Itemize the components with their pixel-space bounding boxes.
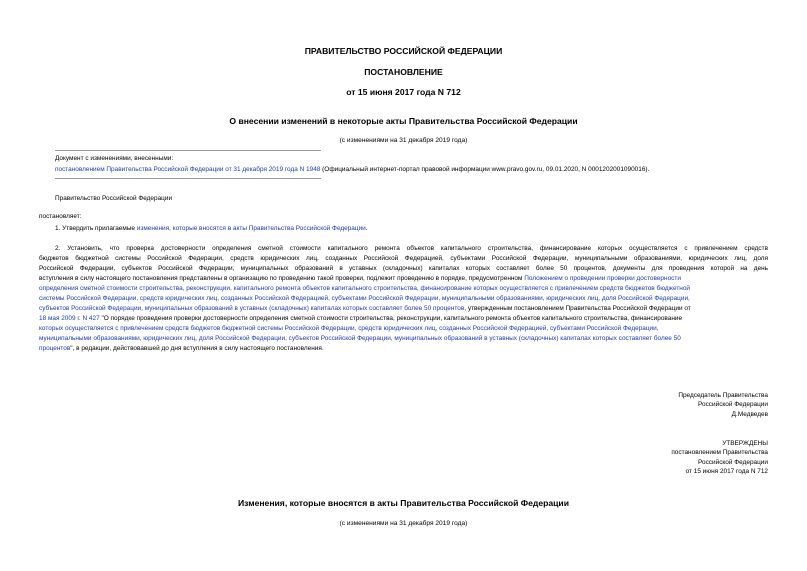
resolution-427-link[interactable]: процентов [39,345,71,352]
regulation-link[interactable]: субъектов Российской Федерации, муниципальных образований в уставных (складочных) капиталах которых составляет более 50 процентов [39,305,465,312]
resolution-427-link[interactable]: которых осуществляется с привлечением средств бюджетов бюджетной системы Российской Федерации, средств юридических лиц, созданных Российской Федерацией, субъектами Российской Федерации, [39,325,659,332]
resolution-427-link[interactable]: муниципальными образованиями, юридических лиц, доля Российской Федерации, субъектов Российской Федерации, муниципальных образований в уставных (складочных) капиталах которых составляет более 50 [39,335,681,342]
signer-country: Российской Федерации [697,401,768,409]
approval-act: постановлением Правительства [671,449,768,457]
item-2-line [39,314,682,323]
separator-top [55,150,321,151]
signer-position: Председатель Правительства [678,392,768,399]
item-2-line: 2. Установить, что проверка достоверности определения сметной стоимости капитального ремонта объектов капитального строительства, финансирование которых осуществляется с привлечением средств [55,245,768,252]
item-2-line: Российской Федерации, субъектов Российской Федерации, муниципальных образований в уставных (складочных) капиталах которых составляет более 50 процентов, документы для проведения которой на день [39,265,768,272]
item-2-text: вступления в силу настоящего постановления представлены в организацию по проведению такой проверки, подлежит проведению в порядке, предусмотренном [39,275,525,282]
item-2-text: "О порядке проведения проверки достоверности определения сметной стоимости строительства, реконструкции, капитального ремонта объектов капитального строительства, финансирование [99,315,683,322]
government-name: ПРАВИТЕЛЬСТВО РОССИЙСКОЙ ФЕДЕРАЦИИ [304,46,503,56]
signature-block [678,391,768,419]
approval-date: от 15 июня 2017 года N 712 [685,468,768,476]
signer-name: Д.Медведев [731,410,768,418]
item-2-line: бюджетов бюджетной системы Российской Федерации, средств юридических лиц, созданных Российской Федерацией, субъектами Российской Федерации, муниципальными образованиями, юридических лиц, доля [39,255,768,262]
document-date-number: от 15 июня 2017 года N 712 [346,87,461,97]
changes-annex-link[interactable]: изменения, которые вносятся в акты Правительства Российской Федерации [136,225,366,232]
document-title: О внесении изменений в некоторые акты Правительства Российской Федерации [229,116,578,126]
item-1-prefix: 1. Утвердить прилагаемые [55,225,137,232]
resolution-427-link[interactable]: 18 мая 2009 г. N 427 [39,315,100,322]
annex-revision: (с изменениями на 31 декабря 2019 года) [339,520,468,527]
changes-note-line [55,165,649,174]
revision-note: (с изменениями на 31 декабря 2019 года) [339,137,468,144]
changes-label: Документ с изменениями, внесенными: [55,155,174,162]
item-2-line [39,344,324,353]
item-2-text: ", в редакции, действовавшей до дня вступления в силу настоящего постановления. [70,345,324,352]
item-2-line [39,304,691,313]
item-1 [55,224,368,233]
resolves-word: постановляет: [39,213,82,220]
separator-bottom [55,178,321,179]
changes-source: (Официальный интернет-портал правовой информации www.pravo.gov.ru, 09.01.2020, N 0001202001090016). [320,166,650,173]
regulation-link[interactable]: Положением о проведении проверки достоверности [524,275,681,282]
approval-title: УТВЕРЖДЕНЫ [722,440,768,447]
approval-block [671,439,768,477]
annex-title: Изменения, которые вносятся в акты Правительства Российской Федерации [237,498,569,508]
issuer: Правительство Российской Федерации [55,195,173,202]
document-type: ПОСТАНОВЛЕНИЕ [364,67,443,77]
amending-act-link[interactable]: постановлением Правительства Российской Федерации от 31 декабря 2019 года N 1948 [55,166,321,173]
item-2-text: , утвержденным постановлением Правительства Российской Федерации от [464,305,691,312]
regulation-link[interactable]: определения сметной стоимости строительства, реконструкции, капитального ремонта объектов капитального строительства, финансирование которых осуществляется с привлечением средств бюджетов бюджетной [39,285,690,292]
approval-country: Российской Федерации [697,458,768,466]
regulation-link[interactable]: системы Российской Федерации, средств юридических лиц, созданных Российской Федерацией, субъектами Российской Федерации, муниципальными образованиями, юридических лиц, доля Российской Федерации, [39,295,690,302]
item-2-line [39,274,681,283]
item-1-suffix: . [365,225,368,232]
